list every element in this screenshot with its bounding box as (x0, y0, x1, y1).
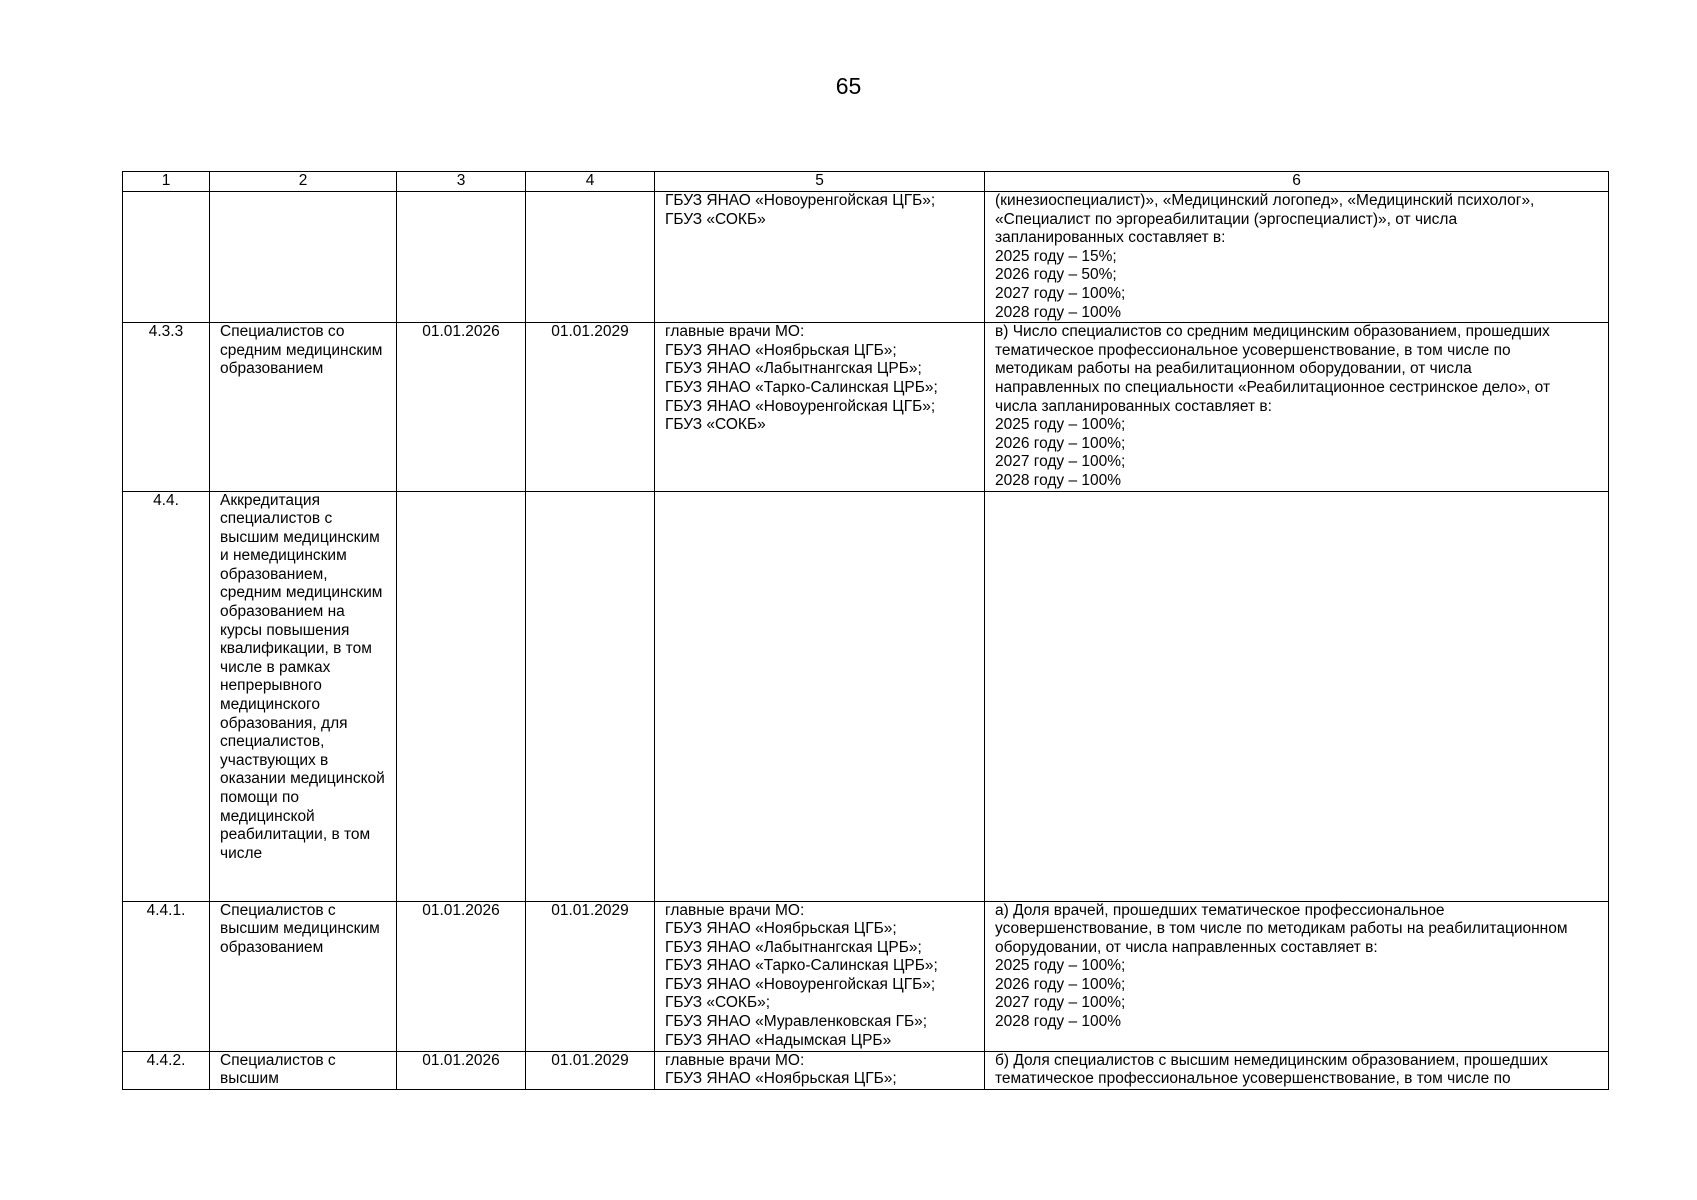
indicator-line: а) Доля врачей, прошедших тематическое профессиональное (995, 901, 1445, 919)
end-date-cell: 01.01.2029 (526, 901, 655, 1051)
responsible-cell (655, 901, 985, 1051)
indicator-line: оборудовании, от числа направленных составляет в: (995, 938, 1378, 956)
start-date-cell (397, 192, 526, 323)
column-number-3: 3 (397, 172, 526, 192)
indicator-cell (985, 1051, 1609, 1089)
measure-name-cell: Специалистов со средним медицинским образованием (210, 323, 397, 491)
start-date-cell (397, 491, 526, 901)
indicator-line: числа запланированных составляет в: (995, 397, 1272, 415)
responsible-line: главные врачи МО: (665, 901, 805, 919)
indicator-line: тематическое профессиональное усовершенствование, в том числе по (995, 1070, 1511, 1088)
responsible-line: ГБУЗ ЯНАО «Ноябрьская ЦГБ»; (665, 1070, 897, 1088)
indicator-line: б) Доля специалистов с высшим немедицинским образованием, прошедших (995, 1051, 1548, 1069)
column-number-6: 6 (985, 172, 1609, 192)
indicator-line: в) Число специалистов со средним медицинским образованием, прошедших (995, 323, 1550, 341)
indicator-line: 2025 году – 100%; (995, 957, 1126, 975)
indicator-line: методикам работы на реабилитационном оборудовании, от числа (995, 360, 1472, 378)
item-number-cell: 4.3.3 (123, 323, 210, 491)
table-row (123, 192, 1609, 323)
measure-name-cell: Аккредитация специалистов с высшим медицинским и немедицинским образованием, средним медицинским образованием на курсы повышения квалификации, в том числе в рамках непрерывного медицинского образования, для специалистов, участвующих в оказании медицинской помощи по медицинской реабилитации, в том числе (210, 491, 397, 901)
responsible-line: ГБУЗ ЯНАО «Лабытнангская ЦРБ»; (665, 360, 922, 378)
item-number-cell: 4.4.2. (123, 1051, 210, 1089)
responsible-line: ГБУЗ ЯНАО «Ноябрьская ЦГБ»; (665, 920, 897, 938)
start-date-cell: 01.01.2026 (397, 1051, 526, 1089)
responsible-cell (655, 1051, 985, 1089)
indicator-line: 2027 году – 100%; (995, 284, 1126, 302)
table-row (123, 323, 1609, 491)
indicator-cell (985, 491, 1609, 901)
indicator-line: 2026 году – 50%; (995, 266, 1117, 284)
item-number-cell (123, 192, 210, 323)
responsible-line: ГБУЗ ЯНАО «Новоуренгойская ЦГБ»; (665, 397, 936, 415)
indicator-line: (кинезиоспециалист)», «Медицинский логопед», «Медицинский психолог», (995, 192, 1535, 209)
indicator-line: 2026 году – 100%; (995, 975, 1126, 993)
indicator-cell (985, 192, 1609, 323)
column-number-1: 1 (123, 172, 210, 192)
end-date-cell: 01.01.2029 (526, 323, 655, 491)
indicator-line: 2027 году – 100%; (995, 994, 1126, 1012)
responsible-line: ГБУЗ ЯНАО «Надымская ЦРБ» (665, 1031, 892, 1049)
table-row (123, 1051, 1609, 1089)
indicator-line: тематическое профессиональное усовершенствование, в том числе по (995, 341, 1511, 359)
measure-name-cell: Специалистов с высшим (210, 1051, 397, 1089)
responsible-line: ГБУЗ ЯНАО «Лабытнангская ЦРБ»; (665, 938, 922, 956)
responsible-line: ГБУЗ «СОКБ»; (665, 994, 771, 1012)
responsible-line: главные врачи МО: (665, 323, 805, 341)
responsible-cell (655, 491, 985, 901)
indicator-line: 2027 году – 100%; (995, 453, 1126, 471)
item-number-cell: 4.4. (123, 491, 210, 901)
responsible-line: ГБУЗ «СОКБ» (665, 416, 766, 434)
item-number-cell: 4.4.1. (123, 901, 210, 1051)
responsible-line: ГБУЗ ЯНАО «Тарко-Салинская ЦРБ»; (665, 957, 938, 975)
column-number-4: 4 (526, 172, 655, 192)
indicator-line: 2025 году – 100%; (995, 416, 1126, 434)
indicator-line: 2025 году – 15%; (995, 247, 1117, 265)
column-number-2: 2 (210, 172, 397, 192)
column-number-row (123, 172, 1609, 192)
indicator-cell (985, 323, 1609, 491)
indicator-line: 2028 году – 100% (995, 1013, 1122, 1031)
indicator-line: направленных по специальности «Реабилитационное сестринское дело», от (995, 378, 1551, 396)
responsible-cell (655, 192, 985, 323)
responsible-cell (655, 323, 985, 491)
end-date-cell: 01.01.2029 (526, 1051, 655, 1089)
table-row (123, 491, 1609, 901)
end-date-cell (526, 491, 655, 901)
page-number: 65 (835, 73, 862, 99)
responsible-line: ГБУЗ ЯНАО «Новоуренгойская ЦГБ»; (665, 192, 936, 209)
column-number-5: 5 (655, 172, 985, 192)
indicator-line: 2028 году – 100% (995, 471, 1122, 489)
responsible-line: ГБУЗ ЯНАО «Тарко-Салинская ЦРБ»; (665, 378, 938, 396)
indicator-line: 2026 году – 100%; (995, 434, 1126, 452)
indicator-line: запланированных составляет в: (995, 229, 1226, 247)
table-row (123, 901, 1609, 1051)
responsible-line: ГБУЗ ЯНАО «Муравленковская ГБ»; (665, 1013, 928, 1031)
indicator-line: усовершенствование, в том числе по методикам работы на реабилитационном (995, 920, 1568, 938)
measure-name-cell (210, 192, 397, 323)
measure-name-cell: Специалистов с высшим медицинским образованием (210, 901, 397, 1051)
start-date-cell: 01.01.2026 (397, 901, 526, 1051)
responsible-line: ГБУЗ ЯНАО «Ноябрьская ЦГБ»; (665, 341, 897, 359)
indicator-cell (985, 901, 1609, 1051)
responsible-line: главные врачи МО: (665, 1051, 805, 1069)
start-date-cell: 01.01.2026 (397, 323, 526, 491)
end-date-cell (526, 192, 655, 323)
responsible-line: ГБУЗ «СОКБ» (665, 210, 766, 228)
measures-table (122, 171, 1609, 1090)
indicator-line: 2028 году – 100% (995, 303, 1122, 321)
indicator-line: «Специалист по эргореабилитации (эргоспециалист)», от числа (995, 210, 1458, 228)
responsible-line: ГБУЗ ЯНАО «Новоуренгойская ЦГБ»; (665, 975, 936, 993)
